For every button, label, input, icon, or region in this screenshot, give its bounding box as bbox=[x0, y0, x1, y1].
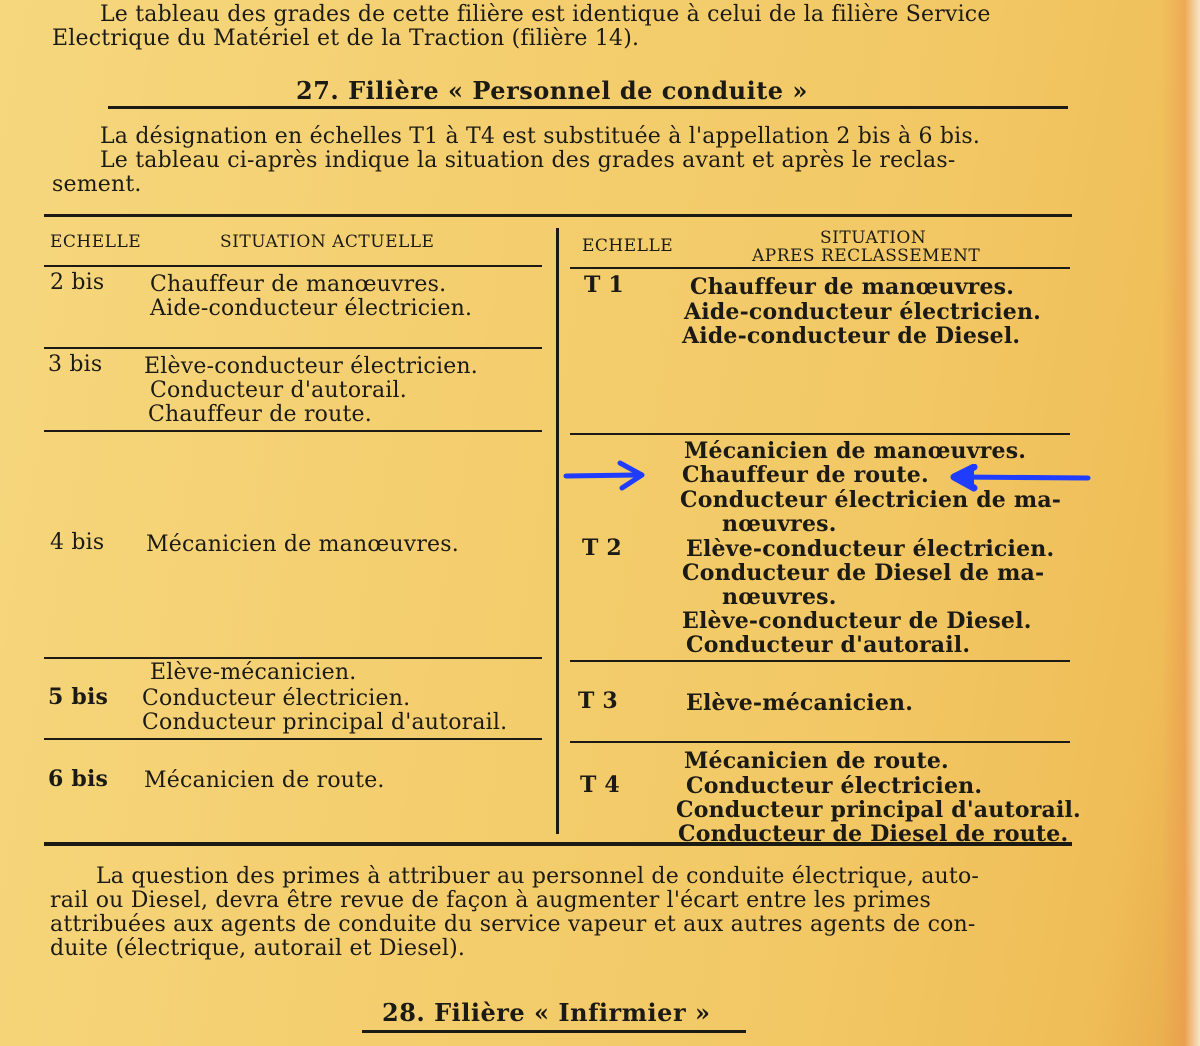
left-header-situation: SITUATION ACTUELLE bbox=[220, 232, 435, 252]
right-row-rule bbox=[570, 433, 1070, 435]
right-scale-t1: T 1 bbox=[584, 272, 624, 298]
right-grade: Conducteur électricien. bbox=[686, 773, 983, 799]
left-row-rule bbox=[44, 738, 542, 740]
left-header-scale: ECHELLE bbox=[50, 232, 142, 252]
left-grade: Elève-mécanicien. bbox=[150, 660, 357, 685]
right-grade: Elève-conducteur de Diesel. bbox=[682, 608, 1032, 634]
table-center-divider bbox=[556, 228, 559, 834]
right-grade: Chauffeur de route. bbox=[682, 462, 929, 488]
left-grade: Mécanicien de manœuvres. bbox=[146, 532, 459, 557]
table-top-rule bbox=[44, 214, 1072, 217]
right-grade: Chauffeur de manœuvres. bbox=[690, 274, 1015, 300]
right-row-rule bbox=[570, 267, 1070, 269]
right-grade: Aide-conducteur de Diesel. bbox=[682, 323, 1021, 349]
right-grade: Conducteur d'autorail. bbox=[686, 632, 971, 658]
right-row-rule bbox=[570, 741, 1070, 743]
right-grade: Aide-conducteur électricien. bbox=[684, 299, 1042, 325]
right-grade: nœuvres. bbox=[722, 511, 837, 537]
right-grade: Elève-mécanicien. bbox=[686, 690, 914, 716]
left-scale-2bis: 2 bis bbox=[50, 270, 105, 295]
right-grade: Conducteur principal d'autorail. bbox=[676, 797, 1081, 823]
closing-line-3: attribuées aux agents de conduite du service vapeur et aux autres agents de con- bbox=[50, 912, 976, 937]
right-header-scale: ECHELLE bbox=[582, 236, 674, 256]
left-row-rule bbox=[44, 265, 542, 267]
right-scale-t2: T 2 bbox=[582, 535, 622, 561]
right-scale-t4: T 4 bbox=[580, 772, 620, 798]
section-27-para-2a: Le tableau ci-après indique la situation des grades avant et après le reclas- bbox=[100, 148, 956, 173]
left-pointing-arrow-icon bbox=[944, 464, 1094, 492]
right-grade: Mécanicien de route. bbox=[684, 748, 949, 774]
left-grade: Conducteur électricien. bbox=[142, 686, 411, 711]
left-scale-3bis: 3 bis bbox=[48, 352, 103, 377]
title-rule bbox=[108, 106, 1068, 109]
left-row-rule bbox=[44, 347, 542, 349]
right-grade: nœuvres. bbox=[722, 584, 837, 610]
right-grade: Elève-conducteur électricien. bbox=[686, 536, 1055, 562]
left-grade: Conducteur d'autorail. bbox=[150, 378, 407, 403]
left-scale-5bis: 5 bis bbox=[48, 684, 109, 710]
intro-line-2: Electrique du Matériel et de la Traction (filière 14). bbox=[52, 26, 640, 51]
closing-line-1: La question des primes à attribuer au personnel de conduite électrique, auto- bbox=[96, 864, 980, 889]
section-27-para-1: La désignation en échelles T1 à T4 est substituée à l'appellation 2 bis à 6 bis. bbox=[100, 124, 981, 149]
section-28-title: 28. Filière « Infirmier » bbox=[382, 998, 711, 1027]
right-header-situation-2: APRES RECLASSEMENT bbox=[752, 246, 981, 266]
left-row-rule bbox=[44, 657, 542, 659]
section-27-title: 27. Filière « Personnel de conduite » bbox=[296, 76, 808, 105]
section-27-para-2b: sement. bbox=[52, 172, 142, 197]
right-grade: Conducteur électricien de ma- bbox=[680, 487, 1062, 513]
left-scale-4bis: 4 bis bbox=[50, 530, 105, 555]
section-28-rule bbox=[362, 1030, 746, 1033]
paper-edge bbox=[1162, 0, 1200, 1046]
closing-line-4: duite (électrique, autorail et Diesel). bbox=[50, 936, 466, 961]
right-grade: Conducteur de Diesel de route. bbox=[678, 821, 1069, 847]
left-grade: Conducteur principal d'autorail. bbox=[142, 710, 508, 735]
left-scale-6bis: 6 bis bbox=[48, 766, 109, 792]
left-grade: Elève-conducteur électricien. bbox=[144, 354, 478, 379]
left-grade: Chauffeur de manœuvres. bbox=[150, 272, 447, 297]
right-grade: Mécanicien de manœuvres. bbox=[684, 438, 1027, 464]
left-grade: Mécanicien de route. bbox=[144, 768, 385, 793]
left-grade: Aide-conducteur électricien. bbox=[150, 296, 473, 321]
right-pointing-arrow-icon bbox=[562, 458, 648, 492]
left-row-rule bbox=[44, 430, 542, 432]
right-row-rule bbox=[570, 660, 1070, 662]
right-grade: Conducteur de Diesel de ma- bbox=[682, 560, 1045, 586]
right-header-situation-1: SITUATION bbox=[820, 228, 927, 248]
intro-line-1: Le tableau des grades de cette filière est identique à celui de la filière Service bbox=[100, 2, 991, 27]
right-scale-t3: T 3 bbox=[578, 688, 618, 714]
closing-line-2: rail ou Diesel, devra être revue de façon à augmenter l'écart entre les primes bbox=[50, 888, 932, 913]
left-grade: Chauffeur de route. bbox=[148, 402, 372, 427]
